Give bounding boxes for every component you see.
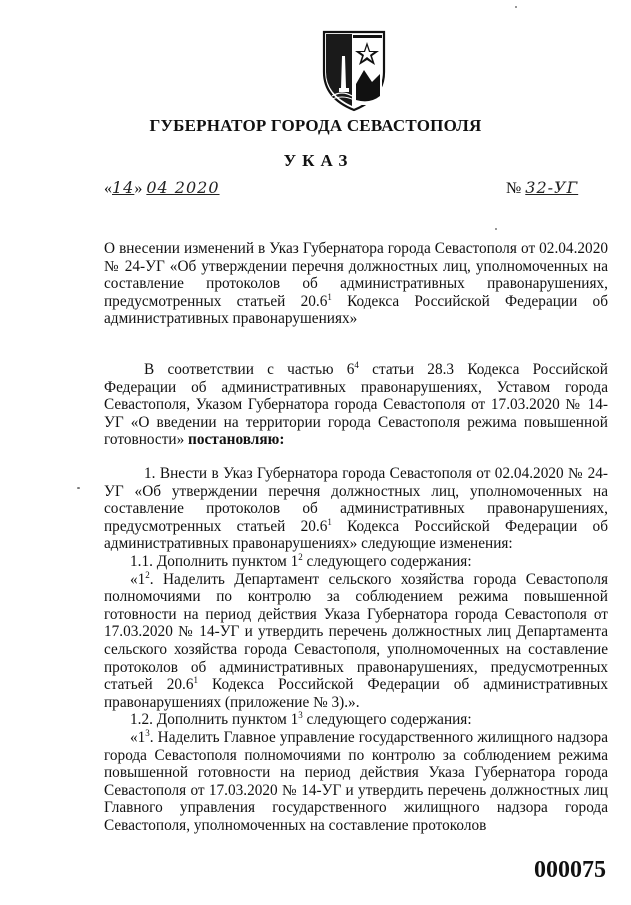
item-1-1-content-start: «1 bbox=[130, 570, 146, 588]
scan-speck bbox=[515, 6, 517, 8]
item-1-2 bbox=[104, 711, 608, 729]
date-day: 14 bbox=[112, 178, 135, 197]
item-1-2-content bbox=[104, 729, 608, 835]
item-1-1-content-end: Кодекса Российской Федерации об административных правонарушениях (приложение № 3).». bbox=[104, 676, 608, 711]
item-1-superscript: 1 bbox=[327, 516, 332, 527]
sevastopol-coat-of-arms-icon bbox=[312, 26, 396, 112]
issuer-title: ГУБЕРНАТОР ГОРОДА СЕВАСТОПОЛЯ bbox=[149, 116, 482, 135]
date-month-year: 04 2020 bbox=[146, 178, 220, 197]
date-close-quote: » bbox=[134, 180, 143, 197]
item-1-1-content-text: . Наделить Департамент сельского хозяйства города Севастополя полномочиями по контролю за соблюдением режима повышенной готовности на период действия Указа Губернатора города Севастополя от 17.03.2020 № 14-УГ и утвердить перечень должностных лиц Департамента сельского хозяйства города Севастополя, уполномоченных на составление протоколов об административных правонарушениях, предусмотренных статьей 20.6 bbox=[104, 570, 608, 694]
date-open-quote: « bbox=[104, 180, 112, 197]
decree-colon: : bbox=[279, 431, 285, 449]
item-1-2-superscript: 3 bbox=[298, 710, 303, 721]
document-kind: УКАЗ bbox=[283, 151, 354, 170]
item-1-text: 1. Внести в Указ Губернатора города Севастополя от 02.04.2020 № 24-УГ «Об утверждении перечня должностных лиц, уполномоченных на составление протоколов об административных правонарушениях, предусмотренных статьей 20.6 bbox=[104, 465, 608, 535]
preamble-text: В соответствии с частью 6 bbox=[144, 361, 355, 378]
subject-superscript: 1 bbox=[327, 291, 332, 302]
number-value: 32-УГ bbox=[525, 178, 579, 197]
item-1-1-content bbox=[104, 571, 608, 712]
document-number bbox=[506, 178, 578, 198]
item-1 bbox=[104, 465, 608, 553]
preamble-text-end: статьи 28.3 Кодекса Российской Федерации об административных правонарушениях, Уставом города Севастополя, Указом Губернатора города Севастополя от 17.03.2020 № 14-УГ «О введении на территории города Севастополя режима повышенной готовности» bbox=[104, 361, 608, 449]
item-1-2-content-superscript: 3 bbox=[145, 727, 150, 738]
item-1-1-content-superscript: 2 bbox=[145, 569, 150, 580]
preamble-paragraph bbox=[104, 361, 608, 449]
item-1-1-content-superscript-2: 1 bbox=[193, 675, 198, 686]
subject-text-end: Кодекса Российской Федерации об административных правонарушениях» bbox=[104, 292, 608, 328]
item-1-1-text-end: следующего содержания: bbox=[302, 552, 472, 570]
item-1-2-text-end: следующего содержания: bbox=[302, 711, 472, 729]
item-1-2-text: 1.2. Дополнить пунктом 1 bbox=[130, 711, 299, 729]
decree-body bbox=[104, 465, 608, 834]
scan-speck bbox=[495, 228, 497, 230]
item-1-1 bbox=[104, 553, 608, 571]
item-1-1-text: 1.1. Дополнить пунктом 1 bbox=[130, 552, 299, 570]
serial-number: 000075 bbox=[534, 857, 606, 883]
item-1-text-end: Кодекса Российской Федерации об административных правонарушениях» следующие изменения: bbox=[104, 517, 608, 553]
subject-text: О внесении изменений в Указ Губернатора города Севастополя от 02.04.2020 № 24-УГ «Об утверждении перечня должностных лиц, уполномоченных на составление протоколов об административных правонарушениях, предусмотренных статьей 20.6 bbox=[104, 240, 608, 310]
document-date bbox=[104, 178, 220, 198]
document-subject bbox=[104, 240, 608, 328]
scan-speck bbox=[77, 487, 80, 489]
item-1-1-superscript: 2 bbox=[298, 551, 303, 562]
item-1-2-content-start: «1 bbox=[130, 728, 146, 746]
preamble-superscript: 4 bbox=[354, 360, 359, 370]
item-1-2-content-text: . Наделить Главное управление государственного жилищного надзора города Севастополя полномочиями по контролю за соблюдением режима повышенной готовности на период действия Указа Губернатора города Севастополя от 17.03.2020 № 14-УГ и утвердить перечень должностных лиц Главного управления государственного жилищного надзора города Севастополя, уполномоченных на составление протоколов bbox=[104, 728, 608, 834]
decree-word: постановляю bbox=[188, 431, 280, 449]
number-prefix: № bbox=[506, 180, 522, 197]
